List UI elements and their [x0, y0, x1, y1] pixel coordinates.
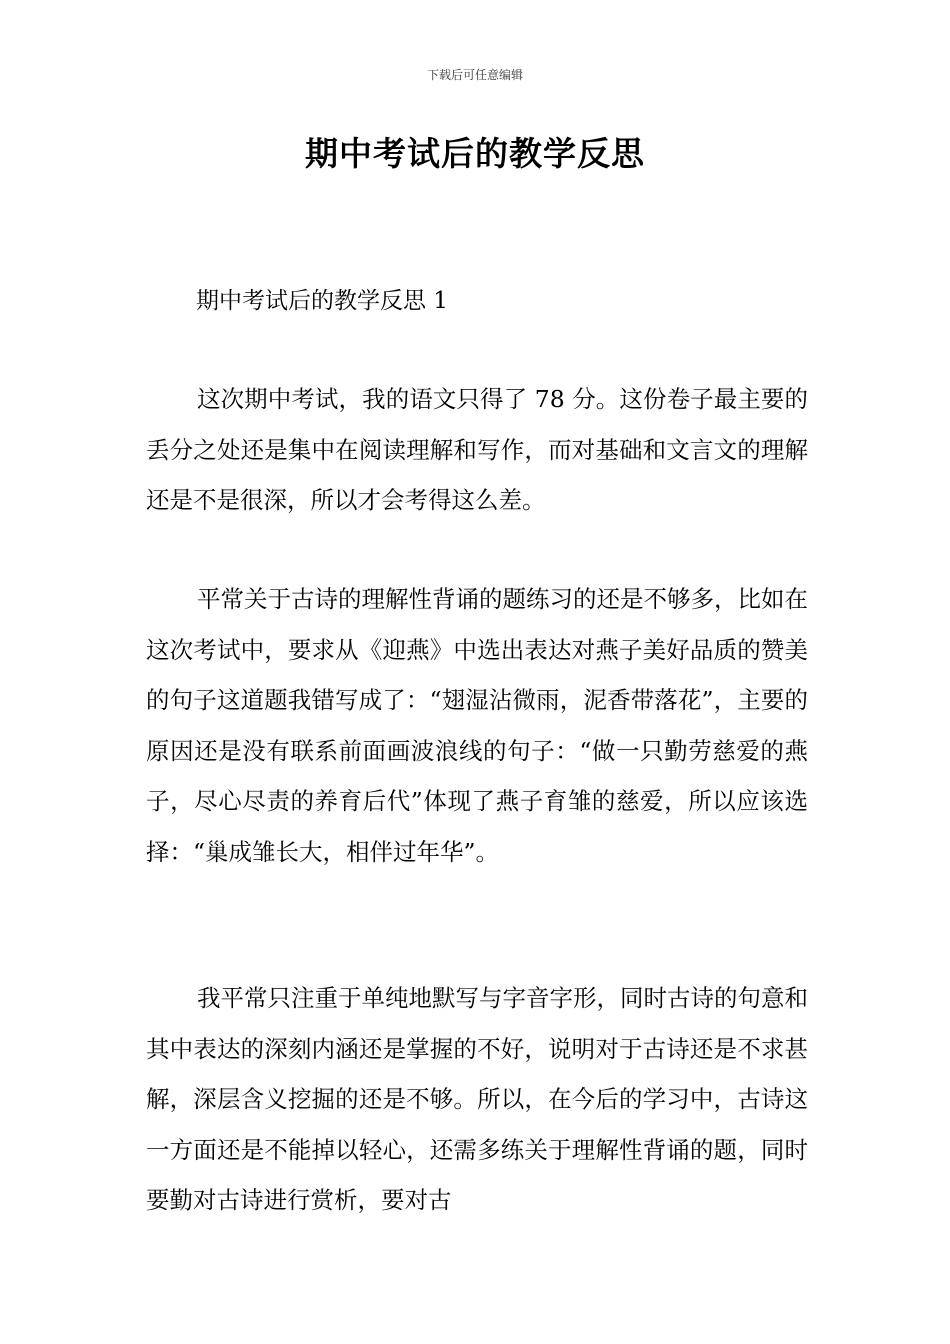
paragraph-2: 平常关于古诗的理解性背诵的题练习的还是不够多，比如在这次考试中，要求从《迎燕》中选出表达对燕子美好品质的赞美的句子这道题我错写成了：“翅湿沾微雨，泥香带落花”，主要的原因还是没有联系前面画波浪线的句子：“做一只勤劳慈爱的燕子，尽心尽责的养育后代”体现了燕子育雏的慈爱，所以应该选择：“巢成雏长大，相伴过年华”。 — [146, 585, 808, 866]
paragraph-1: 这次期中考试，我的语文只得了 78 分。这份卷子最主要的丢分之处还是集中在阅读理解和写作，而对基础和文言文的理解还是不是很深，所以才会考得这么差。 — [146, 385, 808, 514]
document-title: 期中考试后的教学反思 — [305, 134, 645, 173]
header-note: 下载后可任意编辑 — [426, 68, 523, 82]
paragraph-3: 我平常只注重于单纯地默写与字音字形，同时古诗的句意和其中表达的深刻内涵还是掌握的不好，说明对于古诗还是不求甚解，深层含义挖掘的还是不够。所以，在今后的学习中，古诗这一方面还是不能掉以轻心，还需多练关于理解性背诵的题，同时要勤对古诗进行赏析，要对古 — [146, 984, 808, 1214]
section-heading: 期中考试后的教学反思 1 — [196, 288, 448, 314]
